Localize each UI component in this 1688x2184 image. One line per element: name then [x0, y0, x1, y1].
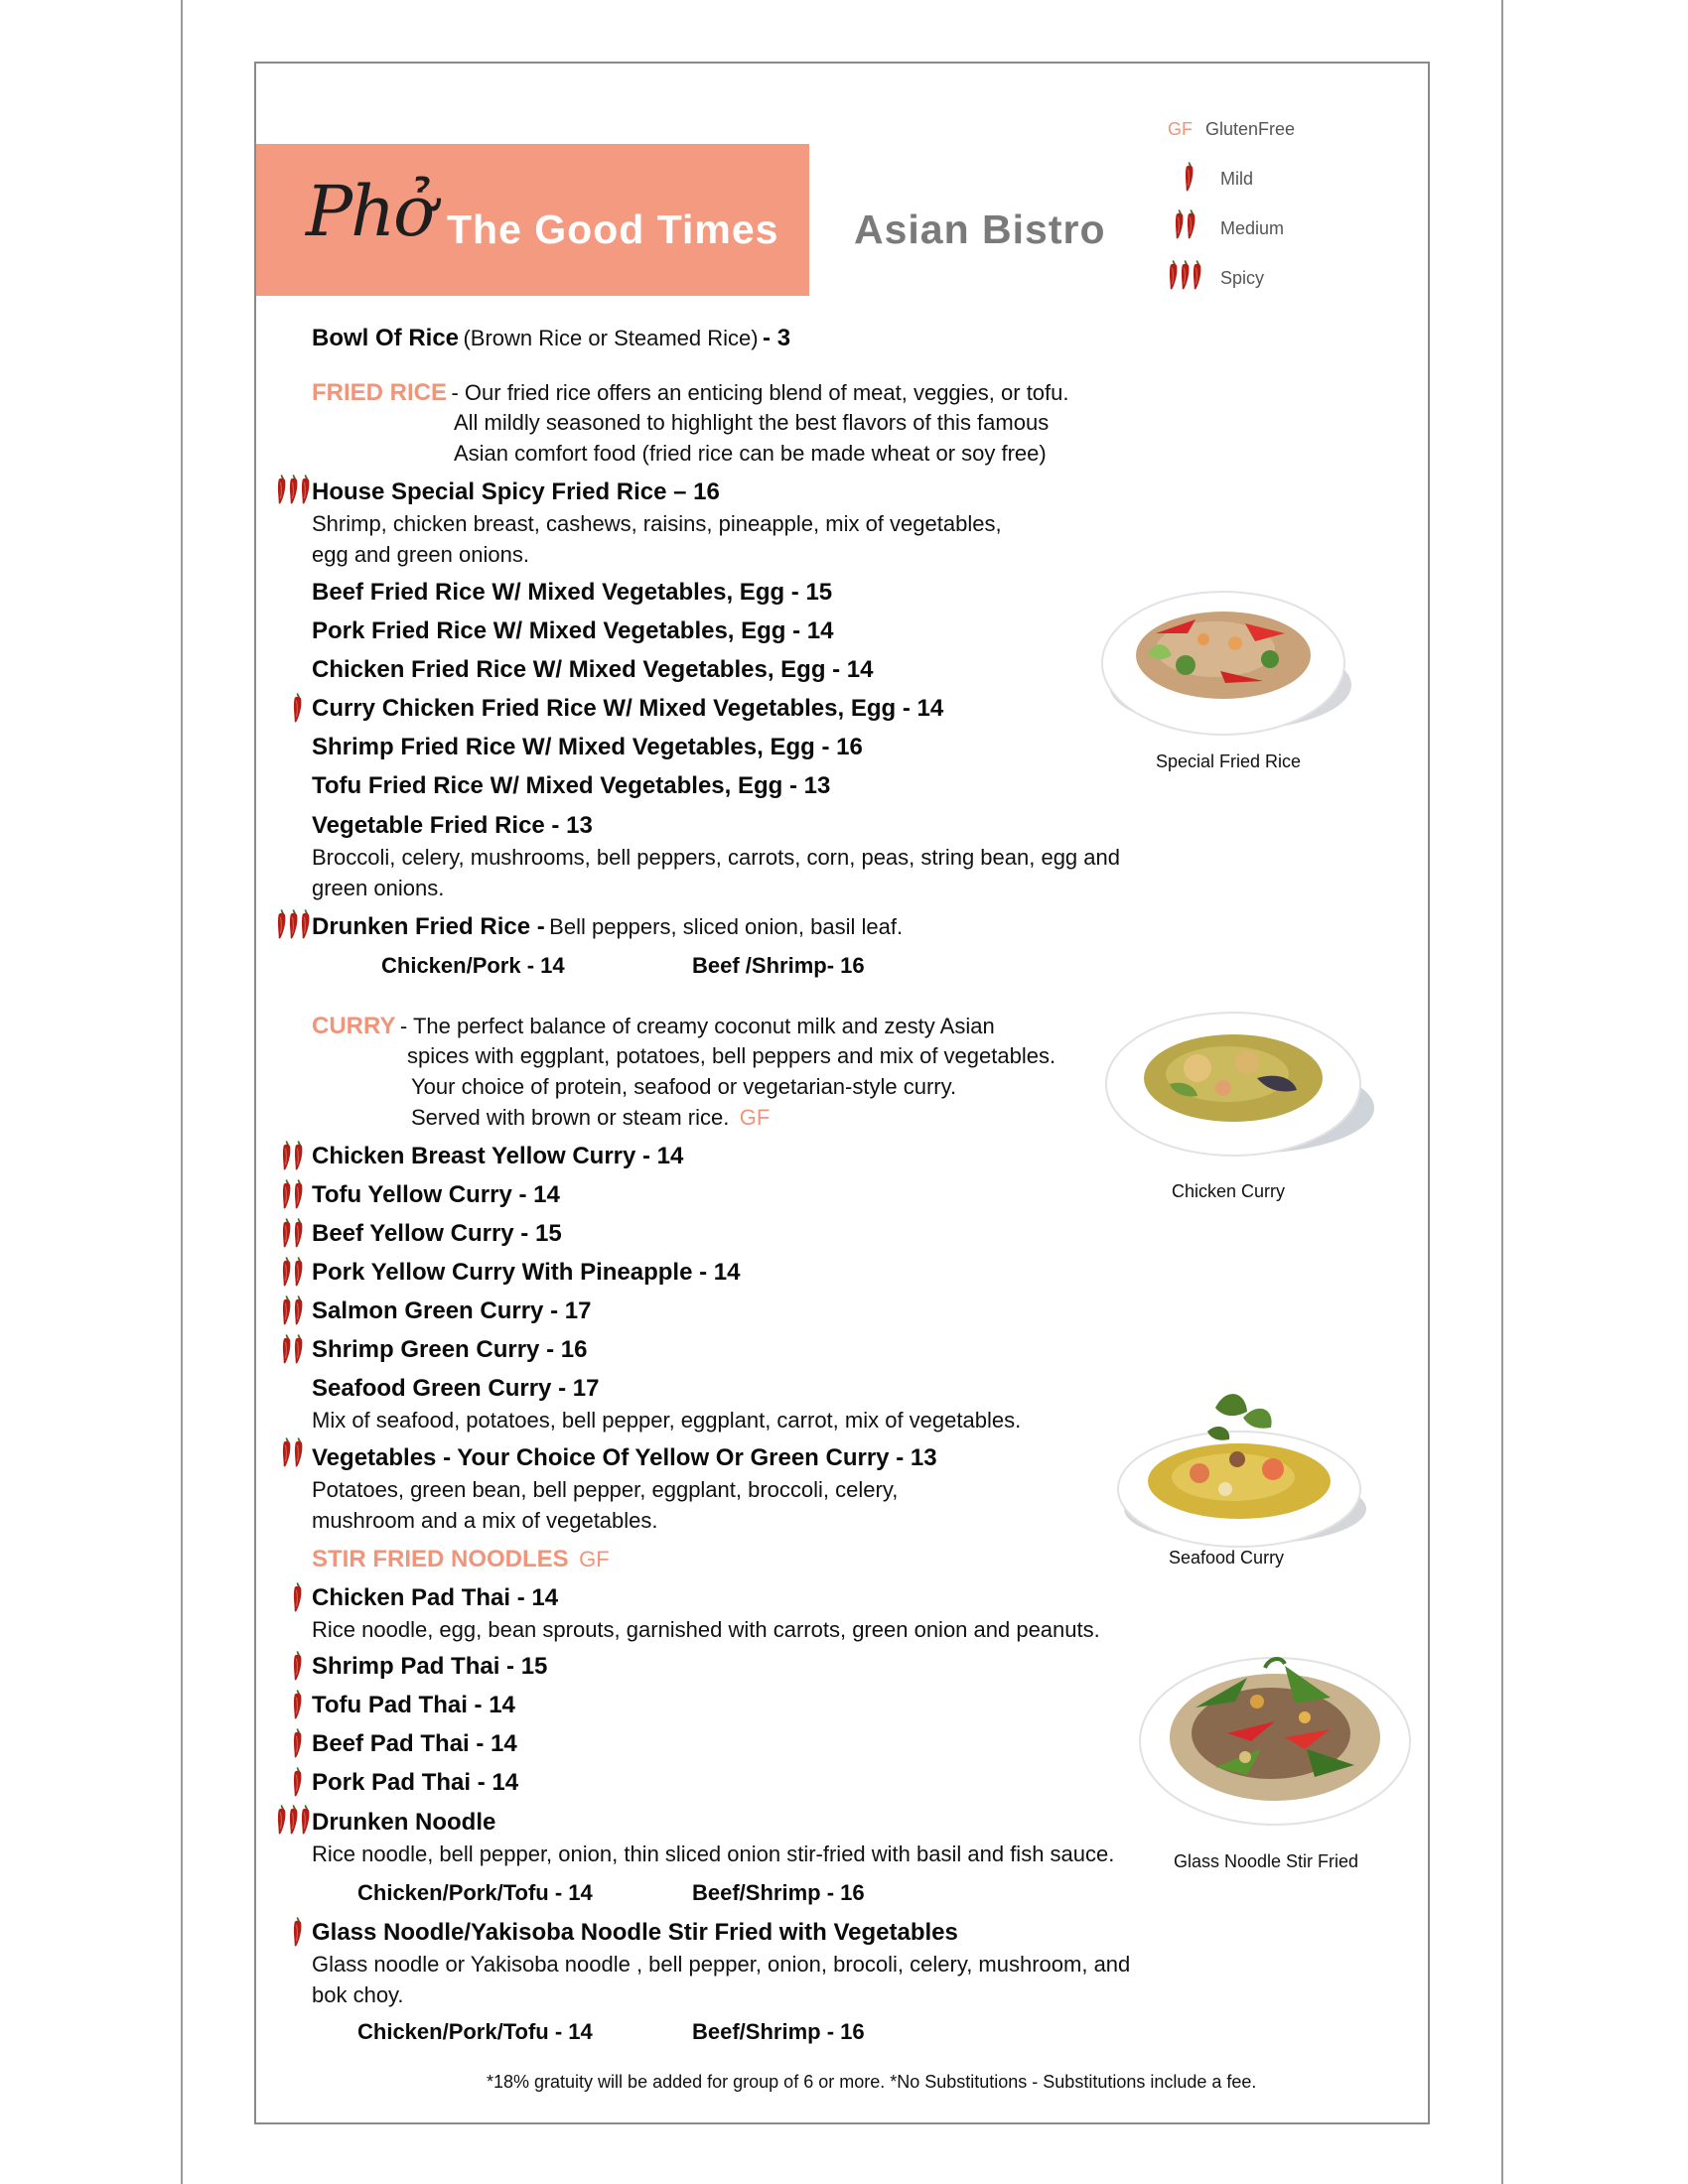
- section-curry: [312, 1013, 995, 1040]
- section-title: FRIED RICE: [312, 379, 448, 406]
- menu-item-desc: green onions.: [312, 876, 445, 900]
- chili-1-icon: [292, 1581, 303, 1613]
- photo-caption: Special Fried Rice: [1156, 751, 1302, 771]
- price-option: Chicken/Pork/Tofu - 14: [357, 2019, 593, 2044]
- brand-script: Phở: [306, 171, 434, 252]
- chili-1-icon: [292, 1766, 303, 1798]
- chili-1-icon: [292, 1916, 303, 1948]
- chili-2-icon: [281, 1140, 304, 1171]
- item-name: Drunken Fried Rice -: [312, 913, 545, 940]
- section-title: STIR FRIED NOODLES: [312, 1546, 569, 1572]
- legend-gluten-free: [1168, 119, 1295, 140]
- gluten-free-badge: GF: [1168, 119, 1193, 139]
- menu-item-title: Tofu Yellow Curry - 14: [312, 1181, 560, 1208]
- chili-1-icon: [1184, 161, 1195, 193]
- special-fried-rice-photo: [1096, 564, 1354, 743]
- chili-1-icon: [292, 1727, 303, 1759]
- menu-item-desc: mushroom and a mix of vegetables.: [312, 1508, 658, 1533]
- chili-2-icon: [281, 1436, 304, 1468]
- gluten-free-badge: GF: [739, 1105, 771, 1130]
- chili-2-icon: [281, 1333, 304, 1365]
- chili-2-icon: [281, 1256, 304, 1288]
- chili-2-icon: [1174, 208, 1196, 240]
- footer-note: *18% gratuity will be added for group of 6 or more. *No Substitutions - Substitutions include a fee.: [487, 2072, 1257, 2092]
- menu-item-title: Chicken Pad Thai - 14: [312, 1584, 559, 1611]
- legend-label: Medium: [1220, 218, 1285, 238]
- section-intro: spices with eggplant, potatoes, bell peppers and mix of vegetables.: [407, 1043, 1056, 1068]
- photo-caption: Glass Noodle Stir Fried: [1174, 1851, 1359, 1871]
- menu-item-desc: egg and green onions.: [312, 542, 529, 567]
- menu-item-title: Drunken Noodle: [312, 1809, 496, 1836]
- chili-2-icon: [281, 1295, 304, 1326]
- menu-item-title: Vegetables - Your Choice Of Yellow Or Green Curry - 13: [312, 1444, 937, 1471]
- menu-item-desc: Mix of seafood, potatoes, bell pepper, eggplant, carrot, mix of vegetables.: [312, 1408, 1022, 1433]
- legend-label: Mild: [1220, 169, 1254, 189]
- chili-1-icon: [292, 1689, 303, 1720]
- menu-item-title: Chicken Breast Yellow Curry - 14: [312, 1143, 684, 1169]
- menu-item-title: House Special Spicy Fried Rice – 16: [312, 478, 720, 505]
- menu-item-title: Seafood Green Curry - 17: [312, 1375, 600, 1402]
- brand-name: The Good Times: [447, 206, 779, 252]
- section-intro: - The perfect balance of creamy coconut milk and zesty Asian: [399, 1014, 995, 1038]
- menu-item-desc: Potatoes, green bean, bell pepper, eggplant, broccoli, celery,: [312, 1477, 899, 1502]
- price-option: Chicken/Pork - 14: [381, 953, 565, 978]
- section-intro: All mildly seasoned to highlight the best flavors of this famous: [454, 410, 1050, 435]
- menu-item-title: Curry Chicken Fried Rice W/ Mixed Vegetables, Egg - 14: [312, 695, 944, 722]
- glass-noodle-photo: [1136, 1638, 1414, 1827]
- chili-1-icon: [292, 692, 303, 724]
- item-price: - 3: [763, 325, 791, 351]
- menu-item-desc: Glass noodle or Yakisoba noodle , bell pepper, onion, brocoli, celery, mushroom, and: [312, 1952, 1131, 1977]
- item-name: Bowl Of Rice: [312, 325, 460, 351]
- photo-caption: Seafood Curry: [1169, 1548, 1285, 1568]
- menu-item-title: Beef Pad Thai - 14: [312, 1730, 517, 1757]
- price-option: Beef /Shrimp- 16: [692, 953, 865, 978]
- menu-item-title: Beef Fried Rice W/ Mixed Vegetables, Egg - 15: [312, 579, 833, 606]
- menu-item-bowl-of-rice: [312, 325, 790, 352]
- menu-item-title: Tofu Fried Rice W/ Mixed Vegetables, Egg - 13: [312, 772, 831, 799]
- menu-item-drunken-fried-rice: [312, 913, 903, 941]
- gluten-free-badge: GF: [579, 1547, 610, 1571]
- menu-item-title: Pork Yellow Curry With Pineapple - 14: [312, 1259, 741, 1286]
- price-option: Chicken/Pork/Tofu - 14: [357, 1880, 593, 1905]
- menu-item-title: Tofu Pad Thai - 14: [312, 1692, 515, 1718]
- menu-item-title: Glass Noodle/Yakisoba Noodle Stir Fried with Vegetables: [312, 1919, 958, 1946]
- menu-item-title: Chicken Fried Rice W/ Mixed Vegetables, Egg - 14: [312, 656, 874, 683]
- section-title: CURRY: [312, 1013, 396, 1039]
- price-option: Beef/Shrimp - 16: [692, 1880, 865, 1905]
- section-intro-last: [411, 1105, 770, 1130]
- section-intro: Asian comfort food (fried rice can be made wheat or soy free): [454, 441, 1047, 466]
- menu-item-desc: Shrimp, chicken breast, cashews, raisins, pineapple, mix of vegetables,: [312, 511, 1002, 536]
- section-intro: Your choice of protein, seafood or vegetarian-style curry.: [411, 1074, 957, 1099]
- menu-item-title: Pork Fried Rice W/ Mixed Vegetables, Egg - 14: [312, 617, 834, 644]
- chili-3-icon: [276, 474, 311, 505]
- chili-3-icon: [1168, 259, 1202, 291]
- chili-2-icon: [281, 1178, 304, 1210]
- item-note: (Brown Rice or Steamed Rice): [463, 326, 759, 350]
- item-desc: Bell peppers, sliced onion, basil leaf.: [549, 914, 904, 939]
- chili-3-icon: [276, 1804, 311, 1836]
- price-option: Beef/Shrimp - 16: [692, 2019, 865, 2044]
- section-fried-rice: [312, 379, 1069, 407]
- menu-item-desc: Broccoli, celery, mushrooms, bell peppers, carrots, corn, peas, string bean, egg and: [312, 845, 1120, 870]
- menu-item-desc: Rice noodle, bell pepper, onion, thin sliced onion stir-fried with basil and fish sauce.: [312, 1842, 1115, 1866]
- menu-item-title: Shrimp Pad Thai - 15: [312, 1653, 548, 1680]
- section-intro: Served with brown or steam rice.: [411, 1105, 730, 1130]
- section-stir-fried-noodles: [312, 1546, 610, 1573]
- menu-item-title: Shrimp Fried Rice W/ Mixed Vegetables, Egg - 16: [312, 734, 863, 760]
- menu-item-desc: bok choy.: [312, 1982, 404, 2007]
- legend-label: GlutenFree: [1205, 119, 1296, 139]
- photo-caption: Chicken Curry: [1172, 1181, 1286, 1201]
- chicken-curry-photo: [1098, 989, 1376, 1167]
- menu-item-title: Vegetable Fried Rice - 13: [312, 812, 593, 839]
- menu-item-title: Pork Pad Thai - 14: [312, 1769, 519, 1796]
- chili-2-icon: [281, 1217, 304, 1249]
- menu-item-title: Beef Yellow Curry - 15: [312, 1220, 562, 1247]
- chili-1-icon: [292, 1650, 303, 1682]
- chili-3-icon: [276, 908, 311, 940]
- menu-item-desc: Rice noodle, egg, bean sprouts, garnished with carrots, green onion and peanuts.: [312, 1617, 1100, 1642]
- menu-item-title: Salmon Green Curry - 17: [312, 1297, 592, 1324]
- menu-item-title: Shrimp Green Curry - 16: [312, 1336, 588, 1363]
- section-intro: - Our fried rice offers an enticing blend of meat, veggies, or tofu.: [451, 380, 1069, 405]
- seafood-curry-photo: [1106, 1378, 1374, 1557]
- page-subtitle: Asian Bistro: [854, 206, 1106, 252]
- legend-label: Spicy: [1220, 268, 1265, 288]
